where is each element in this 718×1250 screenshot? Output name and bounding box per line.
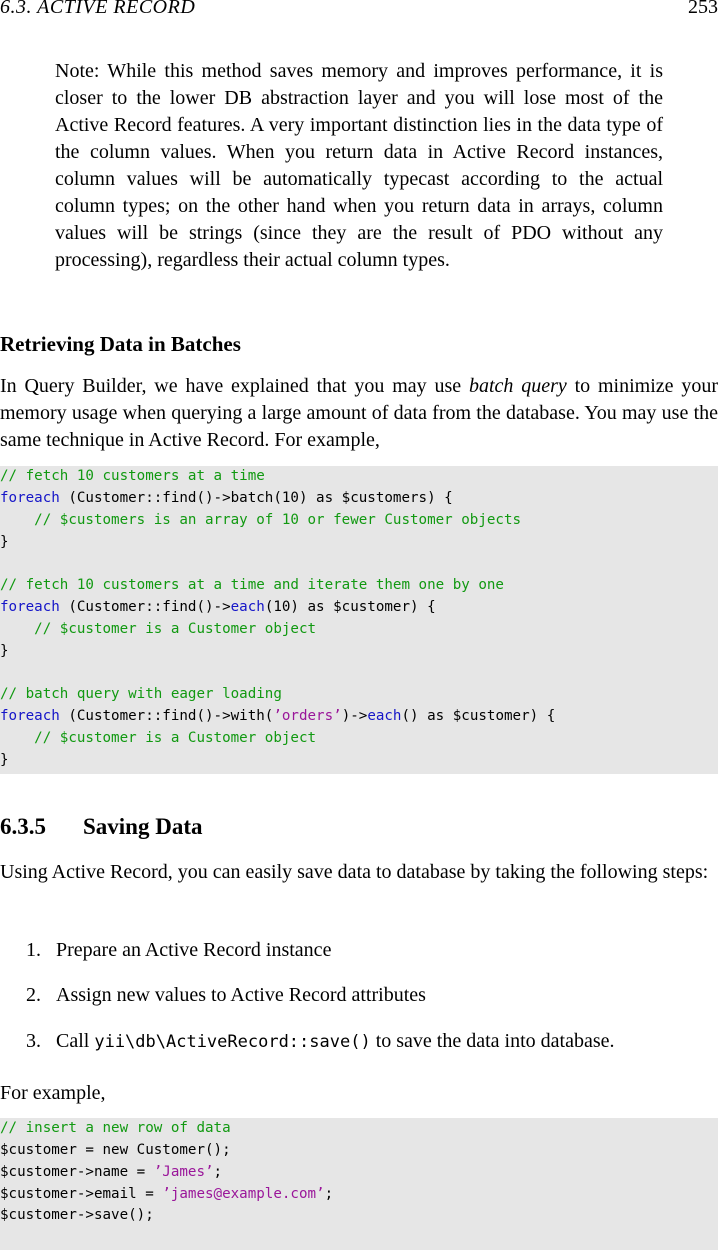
section-heading-saving xyxy=(0,814,203,840)
code-token: ; xyxy=(213,1163,223,1180)
code-token: (Customer::find()->batch(10) as $customers) { xyxy=(59,489,453,506)
subheading-batches: Retrieving Data in Batches xyxy=(0,332,241,356)
code-line xyxy=(0,597,718,619)
running-header xyxy=(0,0,718,22)
code-token: foreach xyxy=(0,489,60,506)
code-token: } xyxy=(0,642,9,659)
page-number: 253 xyxy=(688,0,718,18)
code-token: foreach xyxy=(0,708,60,725)
code-token: // $customer is a Customer object xyxy=(0,730,317,747)
code-line xyxy=(0,532,718,554)
code-token: // fetch 10 customers at a time and iterate them one by one xyxy=(0,577,504,594)
code-token: $customer = new Customer(); xyxy=(0,1141,231,1158)
code-token: // insert a new row of data xyxy=(0,1120,231,1136)
code-line xyxy=(0,510,718,532)
code-token: $customer->email = xyxy=(0,1185,163,1202)
code-line xyxy=(0,553,718,575)
code-line xyxy=(0,706,718,728)
code-token: // $customers is an array of 10 or fewer Customer objects xyxy=(0,511,522,528)
emphasis-batch-query: batch query xyxy=(468,375,567,397)
code-line xyxy=(0,663,718,685)
section-number: 6.3.5 xyxy=(0,814,46,839)
saving-intro: Using Active Record, you can easily save data to database by taking the following steps: xyxy=(0,861,709,883)
code-line xyxy=(0,1184,718,1206)
code-line xyxy=(0,488,718,510)
code-token: )-> xyxy=(341,708,368,725)
code-line xyxy=(0,619,718,641)
code-token: each xyxy=(367,708,402,725)
code-token: // batch query with eager loading xyxy=(0,686,282,703)
code-token: each xyxy=(230,599,265,616)
inline-code-save: yii\db\ActiveRecord::save() xyxy=(94,1032,371,1052)
code-line xyxy=(0,1162,718,1184)
code-token: (10) as $customer) { xyxy=(264,599,436,616)
code-token: } xyxy=(0,533,9,550)
code-line xyxy=(0,1118,718,1140)
code-block-batches xyxy=(0,466,718,774)
note-paragraph: Note: While this method saves memory and improves performance, it is closer to the lower DB abstraction layer and you will lose most of the Active Record features. A very important distinction lies in the data type of the column values. When you return data in Active Record instances, column values will be automatically typecast according to the actual column types; on the other hand when you return data in arrays, column values will be strings (since they are the result of PDO without any processing), regardless their actual column types. xyxy=(55,60,663,271)
code-line xyxy=(0,575,718,597)
code-block-save xyxy=(0,1118,718,1250)
code-token: } xyxy=(0,751,9,768)
code-token: ’james@example.com’ xyxy=(162,1185,325,1202)
code-token: foreach xyxy=(0,599,60,616)
code-line xyxy=(0,641,718,663)
code-line xyxy=(0,1205,718,1227)
code-token xyxy=(0,665,9,681)
code-line xyxy=(0,466,718,488)
code-token: ’orders’ xyxy=(273,708,342,725)
code-token: $customer->save(); xyxy=(0,1207,154,1224)
code-token xyxy=(0,555,9,571)
batches-intro: In Query Builder, we have explained that you may use batch query to minimize your memory usage when querying a large amount of data from the database. You may use the same technique in Active Record. For example, xyxy=(0,375,718,451)
code-token: ; xyxy=(324,1185,334,1202)
example-label: For example, xyxy=(0,1082,106,1104)
section-title: Saving Data xyxy=(83,814,203,839)
code-line xyxy=(0,684,718,706)
code-token: // fetch 10 customers at a time xyxy=(0,468,265,484)
code-line xyxy=(0,750,718,772)
code-line xyxy=(0,1140,718,1162)
code-token: (Customer::find()->with( xyxy=(59,708,274,725)
code-token: $customer->name = xyxy=(0,1163,154,1180)
code-token: (Customer::find()-> xyxy=(59,599,231,616)
code-token: ’James’ xyxy=(153,1163,214,1180)
code-token: () as $customer) { xyxy=(401,708,556,725)
code-line xyxy=(0,728,718,750)
header-section: 6.3. ACTIVE RECORD xyxy=(0,0,196,18)
code-token: // $customer is a Customer object xyxy=(0,620,317,637)
